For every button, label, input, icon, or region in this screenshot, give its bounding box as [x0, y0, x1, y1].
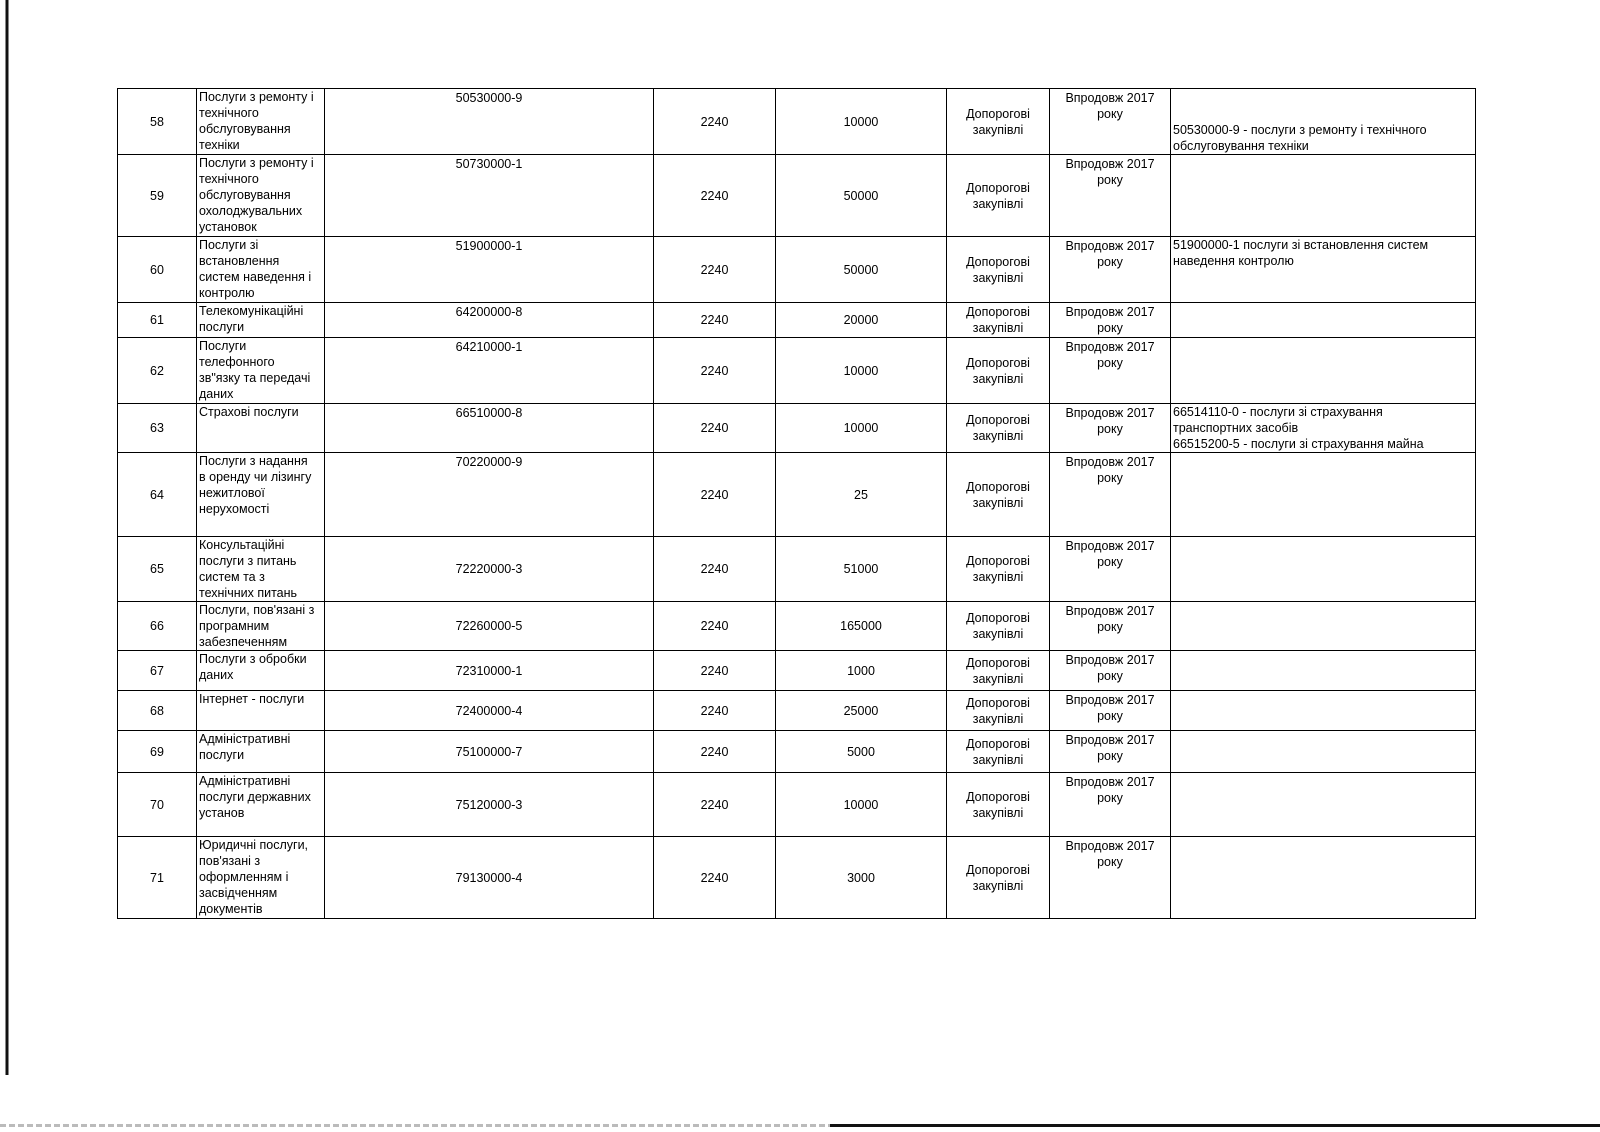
kekv-code-cell: 2240 [654, 89, 776, 155]
service-name-line: Послуги з надання [199, 454, 308, 468]
period-line: Впродовж 2017 [1065, 406, 1155, 420]
row-number-cell: 60 [118, 237, 197, 303]
amount-cell: 5000 [776, 731, 947, 773]
procedure-line: закупівлі [972, 321, 1024, 335]
kekv-code-cell: 2240 [654, 338, 776, 404]
service-name-line: Послуги з ремонту і [199, 156, 314, 170]
procedure-cell [947, 338, 1050, 404]
procedure-line: Допорогові [966, 355, 1030, 370]
period-cell [1050, 404, 1171, 453]
note-cell [1171, 602, 1476, 651]
procedure-line: закупівлі [972, 495, 1024, 510]
procedure-line: закупівлі [972, 371, 1024, 386]
note-cell [1171, 773, 1476, 837]
service-name-line: Послуги зі [199, 238, 259, 252]
kekv-code-cell: 2240 [654, 404, 776, 453]
procedure-line: Допорогові [966, 611, 1030, 625]
service-name-line: програмним [199, 619, 270, 633]
period-line: Впродовж 2017 [1065, 157, 1155, 171]
service-name-line: послуги державних [199, 790, 311, 804]
procedure-line: закупівлі [972, 878, 1024, 893]
note-cell [1171, 155, 1476, 237]
cpv-code-cell: 72310000-1 [325, 651, 654, 691]
kekv-code-cell: 2240 [654, 453, 776, 537]
procedure-cell [947, 303, 1050, 338]
kekv-code-cell: 2240 [654, 537, 776, 602]
procedure-line: Допорогові [966, 554, 1030, 568]
procedure-line: закупівлі [972, 752, 1024, 767]
period-line: року [1097, 855, 1123, 869]
period-line: Впродовж 2017 [1065, 733, 1155, 747]
amount-cell: 50000 [776, 237, 947, 303]
period-line: Впродовж 2017 [1065, 91, 1155, 105]
cpv-code-cell: 70220000-9 [325, 453, 654, 537]
service-name-line: в оренду чи лізингу [199, 470, 312, 484]
period-cell [1050, 303, 1171, 338]
procedure-line: закупівлі [972, 711, 1024, 726]
row-number-cell: 58 [118, 89, 197, 155]
note-cell [1171, 237, 1476, 303]
service-name-line: технічного [199, 172, 259, 186]
table-row [118, 537, 1476, 602]
service-name-line: обслуговування [199, 188, 291, 202]
period-cell [1050, 237, 1171, 303]
kekv-code-cell: 2240 [654, 303, 776, 338]
procedure-line: Допорогові [966, 180, 1030, 195]
table-row [118, 155, 1476, 237]
note-cell [1171, 338, 1476, 404]
procedure-cell [947, 731, 1050, 773]
period-cell [1050, 602, 1171, 651]
service-name-line: техніки [199, 138, 240, 152]
cpv-code-cell: 72400000-4 [325, 691, 654, 731]
service-name-line: Послуги, пов'язані з [199, 603, 315, 617]
period-cell [1050, 537, 1171, 602]
period-line: року [1097, 321, 1123, 335]
service-name-cell [197, 404, 325, 453]
service-name-line: Послуги з обробки [199, 652, 307, 666]
amount-cell: 1000 [776, 651, 947, 691]
procedure-line: Допорогові [966, 305, 1030, 319]
note-line: 51900000-1 послуги зі встановлення систем [1173, 238, 1429, 252]
note-line: 66515200-5 - послуги зі страхування майна [1173, 437, 1424, 451]
row-number-cell: 64 [118, 453, 197, 537]
service-name-line: установ [199, 806, 245, 820]
period-line: року [1097, 620, 1123, 634]
period-line: Впродовж 2017 [1065, 693, 1155, 707]
amount-cell: 10000 [776, 89, 947, 155]
cpv-code-cell: 79130000-4 [325, 837, 654, 919]
service-name-line: даних [199, 668, 234, 682]
service-name-line: систем та з [199, 570, 265, 584]
table-row [118, 89, 1476, 155]
kekv-code-cell: 2240 [654, 155, 776, 237]
table-row [118, 837, 1476, 919]
service-name-cell [197, 338, 325, 404]
period-line: Впродовж 2017 [1065, 539, 1155, 553]
amount-cell: 51000 [776, 537, 947, 602]
table-row [118, 602, 1476, 651]
row-number-cell: 70 [118, 773, 197, 837]
procedure-cell [947, 404, 1050, 453]
service-name-line: забезпеченням [199, 635, 288, 649]
service-name-line: Консультаційні [199, 538, 285, 552]
amount-cell: 10000 [776, 773, 947, 837]
procedure-cell [947, 537, 1050, 602]
service-name-line: Адміністративні [199, 732, 291, 746]
period-cell [1050, 338, 1171, 404]
row-number-cell: 71 [118, 837, 197, 919]
note-cell [1171, 89, 1476, 155]
amount-cell: 10000 [776, 404, 947, 453]
note-cell [1171, 837, 1476, 919]
period-line: Впродовж 2017 [1065, 455, 1155, 469]
table-body [118, 89, 1476, 919]
cpv-code-cell: 72260000-5 [325, 602, 654, 651]
service-name-cell [197, 837, 325, 919]
service-name-cell [197, 691, 325, 731]
amount-cell: 3000 [776, 837, 947, 919]
procedure-line: закупівлі [972, 196, 1024, 211]
amount-cell: 10000 [776, 338, 947, 404]
service-name-line: оформленням і [199, 870, 289, 884]
kekv-code-cell: 2240 [654, 691, 776, 731]
row-number-cell: 66 [118, 602, 197, 651]
procedure-cell [947, 691, 1050, 731]
service-name-line: документів [199, 902, 263, 916]
period-line: Впродовж 2017 [1065, 775, 1155, 789]
cpv-code-cell: 75120000-3 [325, 773, 654, 837]
table-row [118, 691, 1476, 731]
note-line: 66514110-0 - послуги зі страхування [1173, 405, 1383, 419]
service-name-line: Адміністративні [199, 774, 291, 788]
service-name-cell [197, 602, 325, 651]
service-name-cell [197, 731, 325, 773]
service-name-line: обслуговування [199, 122, 291, 136]
period-cell [1050, 453, 1171, 537]
table-row [118, 453, 1476, 537]
note-cell [1171, 453, 1476, 537]
period-line: Впродовж 2017 [1065, 839, 1155, 853]
service-name-line: охолоджувальних [199, 204, 303, 218]
amount-cell: 20000 [776, 303, 947, 338]
service-name-cell [197, 773, 325, 837]
service-name-line: систем наведення і [199, 270, 312, 284]
period-line: Впродовж 2017 [1065, 305, 1155, 319]
period-line: року [1097, 107, 1123, 121]
kekv-code-cell: 2240 [654, 237, 776, 303]
note-line: транспортних засобів [1173, 421, 1299, 435]
procedure-cell [947, 89, 1050, 155]
period-line: року [1097, 669, 1123, 683]
service-name-line: Страхові послуги [199, 405, 299, 419]
service-name-line: установок [199, 220, 257, 234]
period-line: року [1097, 471, 1123, 485]
procedure-line: Допорогові [966, 862, 1030, 877]
procedure-line: Допорогові [966, 695, 1030, 710]
row-number-cell: 61 [118, 303, 197, 338]
kekv-code-cell: 2240 [654, 773, 776, 837]
cpv-code-cell: 50530000-9 [325, 89, 654, 155]
period-line: року [1097, 555, 1123, 569]
amount-cell: 25000 [776, 691, 947, 731]
service-name-cell [197, 237, 325, 303]
note-cell [1171, 691, 1476, 731]
period-cell [1050, 651, 1171, 691]
service-name-line: нежитлової [199, 486, 265, 500]
procedure-line: закупівлі [972, 122, 1024, 137]
note-line: 50530000-9 - послуги з ремонту і технічного [1173, 123, 1427, 137]
service-name-line: Послуги з ремонту і [199, 90, 314, 104]
table-row [118, 237, 1476, 303]
service-name-cell [197, 453, 325, 537]
table-row [118, 404, 1476, 453]
row-number-cell: 67 [118, 651, 197, 691]
procedure-cell [947, 837, 1050, 919]
table-row [118, 338, 1476, 404]
amount-cell: 50000 [776, 155, 947, 237]
procedure-line: закупівлі [972, 429, 1024, 443]
cpv-code-cell: 75100000-7 [325, 731, 654, 773]
service-name-cell [197, 651, 325, 691]
note-line: наведення контролю [1173, 254, 1294, 268]
service-name-cell [197, 537, 325, 602]
table-row [118, 773, 1476, 837]
amount-cell: 165000 [776, 602, 947, 651]
scan-bottom-edge-solid [830, 1124, 1600, 1127]
procedure-line: Допорогові [966, 736, 1030, 751]
amount-cell: 25 [776, 453, 947, 537]
service-name-line: нерухомості [199, 502, 270, 516]
period-cell [1050, 691, 1171, 731]
procedure-line: закупівлі [972, 671, 1024, 686]
procedure-line: Допорогові [966, 655, 1030, 670]
procedure-line: закупівлі [972, 805, 1024, 820]
procedure-line: Допорогові [966, 789, 1030, 804]
period-cell [1050, 731, 1171, 773]
service-name-line: даних [199, 387, 234, 401]
kekv-code-cell: 2240 [654, 837, 776, 919]
cpv-code-cell: 64210000-1 [325, 338, 654, 404]
service-name-line: Юридичні послуги, [199, 838, 309, 852]
kekv-code-cell: 2240 [654, 602, 776, 651]
period-line: року [1097, 173, 1123, 187]
period-line: року [1097, 791, 1123, 805]
period-line: року [1097, 255, 1123, 269]
service-name-line: технічних питань [199, 586, 298, 600]
period-cell [1050, 155, 1171, 237]
procedure-cell [947, 602, 1050, 651]
service-name-line: технічного [199, 106, 259, 120]
procedure-line: Допорогові [966, 106, 1030, 121]
service-name-cell [197, 303, 325, 338]
service-name-cell [197, 89, 325, 155]
scan-left-border [0, 0, 9, 1075]
cpv-code-cell: 66510000-8 [325, 404, 654, 453]
row-number-cell: 63 [118, 404, 197, 453]
period-line: року [1097, 709, 1123, 723]
service-name-cell [197, 155, 325, 237]
service-name-line: послуги [199, 748, 245, 762]
period-cell [1050, 837, 1171, 919]
procedure-line: закупівлі [972, 270, 1024, 285]
procedure-line: Допорогові [966, 479, 1030, 494]
procedure-line: Допорогові [966, 254, 1030, 269]
row-number-cell: 69 [118, 731, 197, 773]
note-line: обслуговування техніки [1173, 139, 1309, 153]
service-name-line: послуги з питань [199, 554, 297, 568]
procedure-cell [947, 237, 1050, 303]
service-name-line: встановлення [199, 254, 280, 268]
note-cell [1171, 404, 1476, 453]
period-line: Впродовж 2017 [1065, 340, 1155, 354]
note-cell [1171, 303, 1476, 338]
period-cell [1050, 773, 1171, 837]
note-cell [1171, 537, 1476, 602]
period-line: року [1097, 422, 1123, 436]
table-row [118, 303, 1476, 338]
service-name-line: засвідченням [199, 886, 278, 900]
procedure-cell [947, 773, 1050, 837]
kekv-code-cell: 2240 [654, 651, 776, 691]
cpv-code-cell: 50730000-1 [325, 155, 654, 237]
period-line: Впродовж 2017 [1065, 239, 1155, 253]
row-number-cell: 62 [118, 338, 197, 404]
service-name-line: Інтернет - послуги [199, 692, 305, 706]
row-number-cell: 65 [118, 537, 197, 602]
kekv-code-cell: 2240 [654, 731, 776, 773]
cpv-code-cell: 51900000-1 [325, 237, 654, 303]
service-name-line: Послуги [199, 339, 247, 353]
period-line: року [1097, 356, 1123, 370]
cpv-code-cell: 64200000-8 [325, 303, 654, 338]
period-line: Впродовж 2017 [1065, 604, 1155, 618]
period-line: Впродовж 2017 [1065, 653, 1155, 667]
procurement-plan-table [117, 88, 1476, 919]
period-line: року [1097, 749, 1123, 763]
service-name-line: контролю [199, 286, 255, 300]
procedure-line: закупівлі [972, 570, 1024, 584]
service-name-line: телефонного [199, 355, 275, 369]
service-name-line: послуги [199, 320, 245, 334]
row-number-cell: 59 [118, 155, 197, 237]
period-cell [1050, 89, 1171, 155]
table-row [118, 731, 1476, 773]
service-name-line: пов'язані з [199, 854, 261, 868]
cpv-code-cell: 72220000-3 [325, 537, 654, 602]
procedure-cell [947, 155, 1050, 237]
procedure-cell [947, 651, 1050, 691]
note-cell [1171, 651, 1476, 691]
procedure-line: Допорогові [966, 413, 1030, 427]
procedure-line: закупівлі [972, 627, 1024, 641]
table-row [118, 651, 1476, 691]
row-number-cell: 68 [118, 691, 197, 731]
procedure-cell [947, 453, 1050, 537]
service-name-line: зв"язку та передачі [199, 371, 311, 385]
service-name-line: Телекомунікаційні [199, 304, 304, 318]
note-cell [1171, 731, 1476, 773]
